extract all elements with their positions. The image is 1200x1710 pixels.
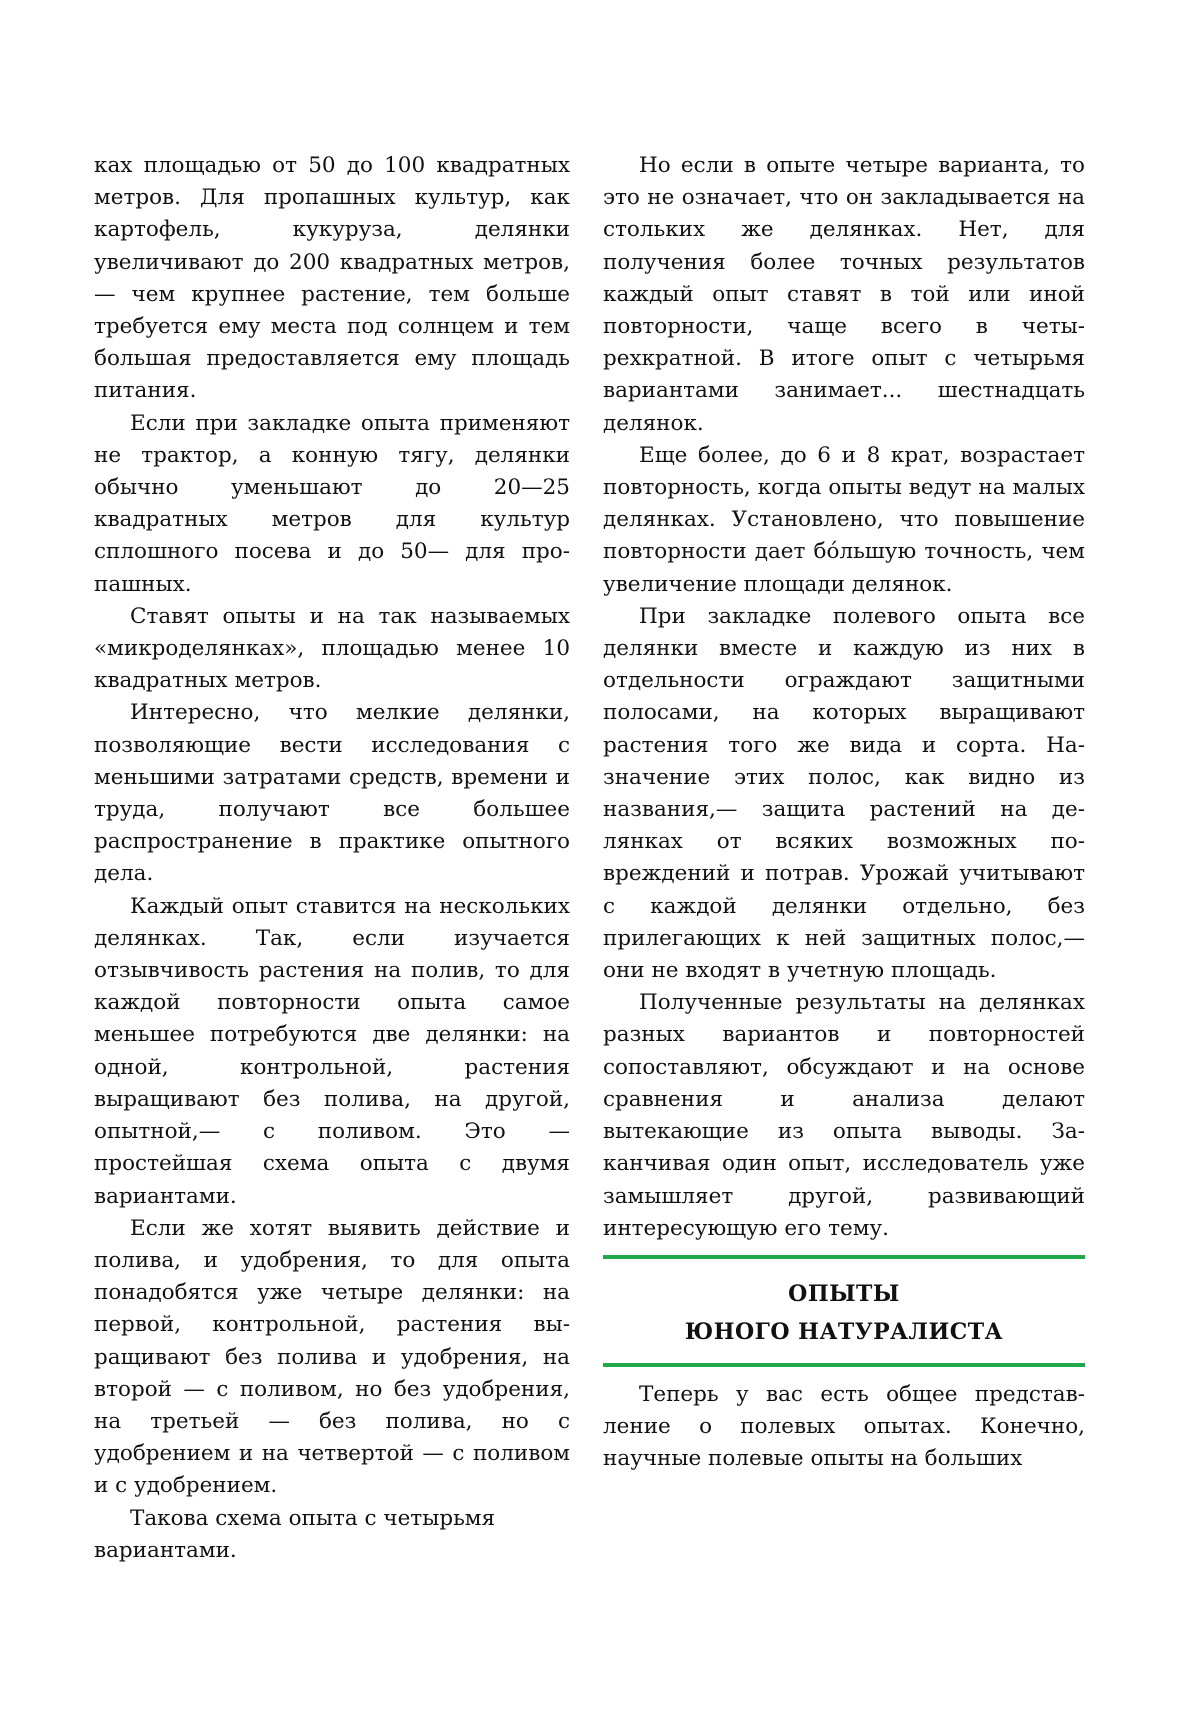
paragraph: ках площадью от 50 до 100 квадратных метров. Для пропашных культур, как картофель, кукуруза, делянки увеличивают до 200 квадратных метров,— чем крупнее растение, тем больше требуется ему места под солнцем и тем большая предоставляется ему площадь питания. <box>94 153 570 404</box>
paragraph: Ставят опыты и на так называемых «микроделянках», площадью менее 10 квадратных метров. <box>94 603 570 694</box>
paragraph: Каждый опыт ставится на нескольких делянках. Так, если изучается отзывчивость растения на полив, то для каждой повторности опыта самое меньшее потребуются две делянки: на одной, контрольной, растения выращивают без полива, на другой, опытной,— с поливом. Это — простейшая схема опыта с двумя вариантами. <box>94 893 570 1209</box>
paragraph: Теперь у вас есть общее представление о полевых опытах. Конечно, научные полевые опыты на больших <box>603 1381 1085 1472</box>
section-heading <box>603 1259 1085 1363</box>
green-rule-bottom <box>603 1363 1085 1367</box>
section-heading-line: ЮНОГО НАТУРАЛИСТА <box>684 1318 1004 1345</box>
paragraph: Если при закладке опыта применяют не трактор, а конную тягу, делянки обычно уменьшают до 20—25 квадратных метров для культур сплошного посева и до 50— для пропашных. <box>94 410 570 597</box>
right-column <box>603 150 1085 1476</box>
paragraph: При закладке полевого опыта все делянки вместе и каждую из них в отдельности ограждают защитными полосами, на которых выращивают растения того же вида и сорта. Назначение этих полос, как видно из названия,— защита растений на делянках от всяких возможных повреждений и потрав. Урожай учитывают с каждой делянки отдельно, без прилегающих к ней защитных полос,— они не входят в учетную площадь. <box>603 603 1085 984</box>
paragraph: Но если в опыте четыре варианта, то это не означает, что он закладывается на стольких же делянках. Нет, для получения более точных результатов каждый опыт ставят в той или иной повторности, чаще всего в четырехкратной. В итоге опыт с четырьмя вариантами занимает... шестнадцать делянок. <box>603 153 1085 436</box>
section-heading-block <box>603 1255 1085 1367</box>
paragraph: Полученные результаты на делянках разных вариантов и повторностей сопоставляют, обсуждают и на основе сравнения и анализа делают вытекающие из опыта выводы. Заканчивая один опыт, исследователь уже замышляет другой, развивающий интересующую его тему. <box>603 990 1085 1241</box>
paragraph: Интересно, что мелкие делянки, позволяющие вести исследования с меньшими затратами средств, времени и труда, получают все большее распространение в практике опытного дела. <box>94 700 570 887</box>
paragraph: Еще более, до 6 и 8 крат, возрастает повторность, когда опыты ведут на малых делянках. Установлено, что повышение повторности дает бóльшую точность, чем увеличение площади делянок. <box>603 442 1085 597</box>
paragraph: Если же хотят выявить действие и полива, и удобрения, то для опыта понадобятся уже четыре делянки: на первой, контрольной, растения выращивают без полива и удобрения, на второй — с поливом, но без удобрения, на третьей — без полива, но с удобрением и на четвертой — с поливом и с удобрением. <box>94 1215 570 1499</box>
section-heading-line: ОПЫТЫ <box>788 1280 900 1307</box>
paragraph: Такова схема опыта с четырьмя вариантами. <box>94 1505 496 1563</box>
left-column <box>94 150 570 1567</box>
